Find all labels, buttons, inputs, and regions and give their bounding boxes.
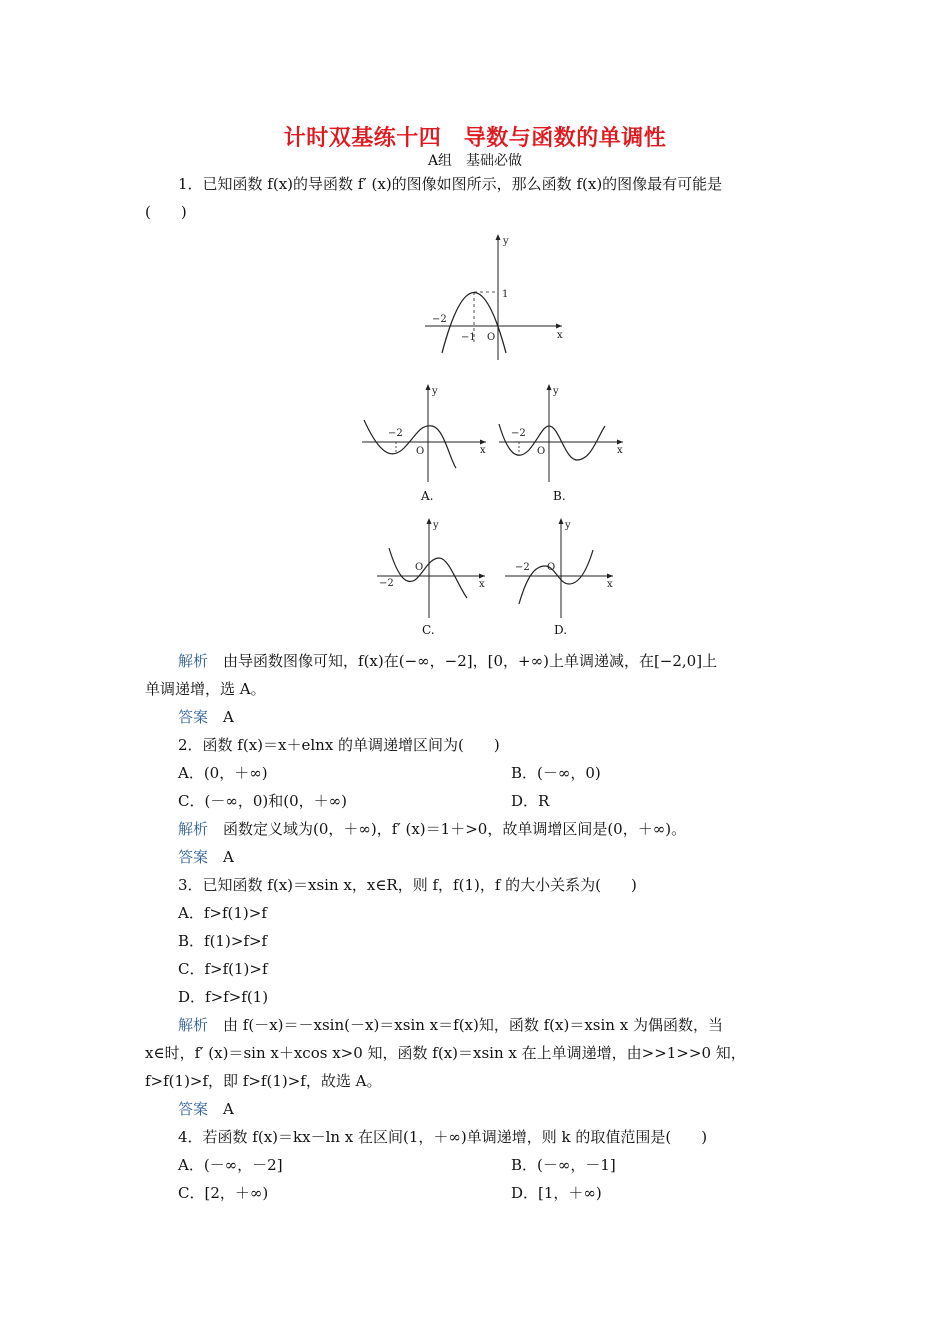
q2-option-b: B．(－∞，0) bbox=[511, 764, 601, 782]
q1-analysis-line2: 单调递增，选 A。 bbox=[145, 680, 266, 698]
q3-analysis-line2: x∈时，f′ (x)＝sin x＋xcos x>0 知，函数 f(x)＝xsin x 在上单调递增，由>>1>>0 知， bbox=[145, 1044, 746, 1062]
q4-option-d: D．[1，＋∞) bbox=[511, 1184, 602, 1202]
page-title: 计时双基练十四 导数与函数的单调性 bbox=[283, 125, 667, 151]
svg-text:y: y bbox=[432, 386, 438, 397]
q3-answer: 答案 A bbox=[178, 1100, 234, 1118]
svg-text:x: x bbox=[479, 579, 485, 590]
svg-text:x: x bbox=[617, 445, 623, 456]
q4-option-b: B．(－∞，－1] bbox=[511, 1156, 616, 1174]
main-y-label: y bbox=[503, 236, 509, 247]
section-subtitle: A组 基础必做 bbox=[427, 153, 523, 169]
svg-text:O: O bbox=[416, 446, 425, 457]
svg-text:x: x bbox=[480, 445, 486, 456]
main-origin: O bbox=[487, 332, 496, 343]
option-d-graph bbox=[503, 514, 618, 624]
q1-answer: 答案 A bbox=[178, 708, 234, 726]
q3-option-b: B．f(1)>f>f bbox=[178, 932, 268, 950]
q3-analysis-line1: 解析 由 f(－x)＝－xsin(－x)＝xsin x＝f(x)知，函数 f(x)＝xsin x 为偶函数，当 bbox=[178, 1016, 723, 1034]
q2-option-d: D．R bbox=[511, 792, 550, 810]
main-tick-1: 1 bbox=[502, 289, 509, 300]
q3-analysis-line3: f>f(1)>f，即 f>f(1)>f，故选 A。 bbox=[145, 1072, 382, 1090]
q1-stem-line2: ( ) bbox=[145, 203, 187, 221]
svg-text:−2: −2 bbox=[379, 578, 394, 589]
q4-stem: 4．若函数 f(x)＝kx－ln x 在区间(1，＋∞)单调递增，则 k 的取值范围是( ) bbox=[178, 1128, 708, 1146]
option-a-caption: A. bbox=[421, 489, 434, 503]
svg-text:y: y bbox=[433, 520, 439, 531]
q3-option-a: A．f>f(1)>f bbox=[178, 904, 267, 922]
svg-text:O: O bbox=[547, 562, 556, 573]
svg-text:−2: −2 bbox=[388, 428, 403, 439]
q2-stem: 2．函数 f(x)＝x＋elnx 的单调递增区间为( ) bbox=[178, 736, 500, 754]
q2-option-a: A．(0，＋∞) bbox=[178, 764, 268, 782]
option-c-caption: C. bbox=[422, 623, 435, 637]
q2-analysis: 解析 函数定义域为(0，＋∞)，f′ (x)＝1＋>0，故单调增区间是(0，＋∞)。 bbox=[178, 820, 687, 838]
derivative-graph bbox=[420, 230, 570, 365]
svg-text:O: O bbox=[415, 562, 424, 573]
main-x-label: x bbox=[557, 330, 563, 341]
option-b-graph bbox=[497, 380, 627, 485]
option-b-caption: B. bbox=[553, 489, 566, 503]
q3-option-c: C．f>f(1)>f bbox=[178, 960, 268, 978]
option-d-caption: D. bbox=[554, 623, 568, 637]
q3-option-d: D．f>f>f(1) bbox=[178, 988, 269, 1006]
analysis-label: 解析 bbox=[178, 652, 209, 670]
q4-option-c: C．[2，＋∞) bbox=[178, 1184, 269, 1202]
q3-stem: 3．已知函数 f(x)＝xsin x，x∈R，则 f，f(1)，f 的大小关系为( ) bbox=[178, 876, 637, 894]
svg-text:y: y bbox=[553, 386, 559, 397]
svg-text:O: O bbox=[537, 446, 546, 457]
q2-answer: 答案 A bbox=[178, 848, 234, 866]
q1-analysis-line1: 解析 由导函数图像可知，f(x)在(−∞，−2]，[0，+∞)上单调递减，在[−2,0]上 bbox=[178, 652, 718, 670]
svg-text:y: y bbox=[565, 520, 571, 531]
q2-option-c: C．(－∞，0)和(0，＋∞) bbox=[178, 792, 347, 810]
main-tick-neg1: −1 bbox=[461, 332, 476, 343]
svg-text:−2: −2 bbox=[515, 562, 530, 573]
svg-text:x: x bbox=[607, 579, 613, 590]
answer-label: 答案 bbox=[178, 708, 209, 726]
option-a-graph bbox=[360, 380, 490, 485]
svg-text:−2: −2 bbox=[511, 428, 526, 439]
q4-option-a: A．(－∞，－2] bbox=[178, 1156, 283, 1174]
q1-stem-line1: 1．已知函数 f(x)的导函数 f′ (x)的图像如图所示，那么函数 f(x)的图像最有可能是 bbox=[178, 175, 723, 193]
main-tick-neg2: −2 bbox=[432, 314, 447, 325]
option-c-graph bbox=[375, 514, 490, 624]
